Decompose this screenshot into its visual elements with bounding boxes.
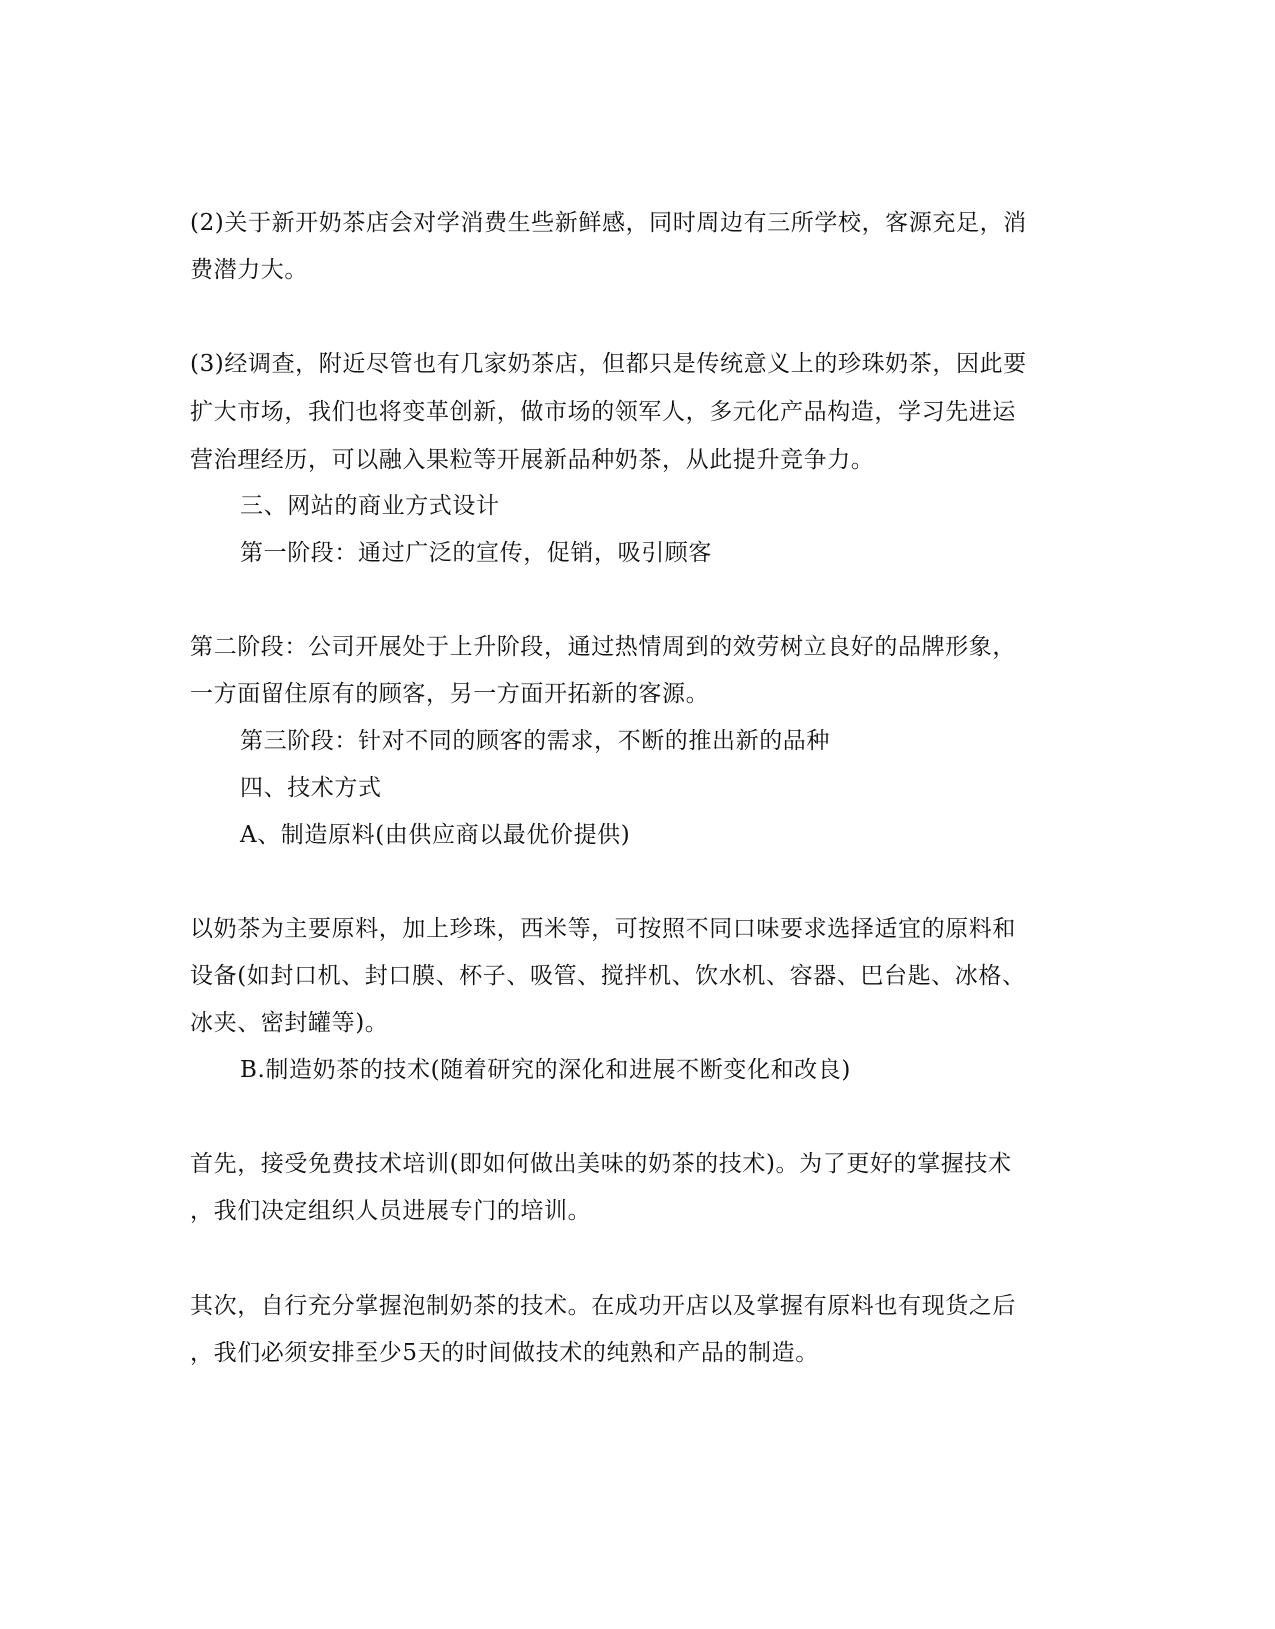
stage-1-text: 第一阶段：通过广泛的宣传，促销，吸引顾客 bbox=[240, 540, 712, 566]
materials-line-1: 以奶茶为主要原料，加上珍珠，西米等，可按照不同口味要求选择适宜的原料和 bbox=[190, 916, 1016, 942]
paragraph-3-line-3: 营治理经历，可以融入果粒等开展新品种奶茶，从此提升竞争力。 bbox=[190, 447, 875, 473]
paragraph-3-line-2: 扩大市场，我们也将变革创新，做市场的领军人，多元化产品构造，学习先进运 bbox=[190, 399, 1016, 425]
section-b-title: B.制造奶茶的技术(随着研究的深化和进展不断变化和改良) bbox=[240, 1057, 851, 1083]
practice-line-1: 其次，自行充分掌握泡制奶茶的技术。在成功开店以及掌握有原料也有现货之后 bbox=[190, 1293, 1016, 1319]
stage-3-text: 第三阶段：针对不同的顾客的需求，不断的推出新的品种 bbox=[240, 728, 830, 754]
materials-line-2: 设备(如封口机、封口膜、杯子、吸管、搅拌机、饮水机、容器、巴台匙、冰格、 bbox=[190, 963, 1026, 989]
training-line-1: 首先，接受免费技术培训(即如何做出美味的奶茶的技术)。为了更好的掌握技术 bbox=[190, 1151, 1012, 1177]
heading-section-4: 四、技术方式 bbox=[240, 775, 382, 801]
training-line-2: ，我们决定组织人员进展专门的培训。 bbox=[190, 1198, 592, 1224]
paragraph-2-line-1: (2)关于新开奶茶店会对学消费生些新鲜感，同时周边有三所学校，客源充足，消 bbox=[190, 210, 1027, 236]
stage-2-line-2: 一方面留住原有的顾客，另一方面开拓新的客源。 bbox=[190, 681, 710, 707]
section-a-title: A、制造原料(由供应商以最优价提供) bbox=[240, 822, 631, 848]
practice-line-2: ，我们必须安排至少5天的时间做技术的纯熟和产品的制造。 bbox=[190, 1340, 819, 1366]
paragraph-2-line-2: 费潜力大。 bbox=[190, 257, 308, 283]
stage-2-line-1: 第二阶段：公司开展处于上升阶段，通过热情周到的效劳树立良好的品牌形象， bbox=[190, 634, 1016, 660]
heading-section-3: 三、网站的商业方式设计 bbox=[240, 493, 500, 519]
paragraph-3-line-1: (3)经调查，附近尽管也有几家奶茶店，但都只是传统意义上的珍珠奶茶，因此要 bbox=[190, 351, 1027, 377]
materials-line-3: 冰夹、密封罐等)。 bbox=[190, 1010, 389, 1036]
